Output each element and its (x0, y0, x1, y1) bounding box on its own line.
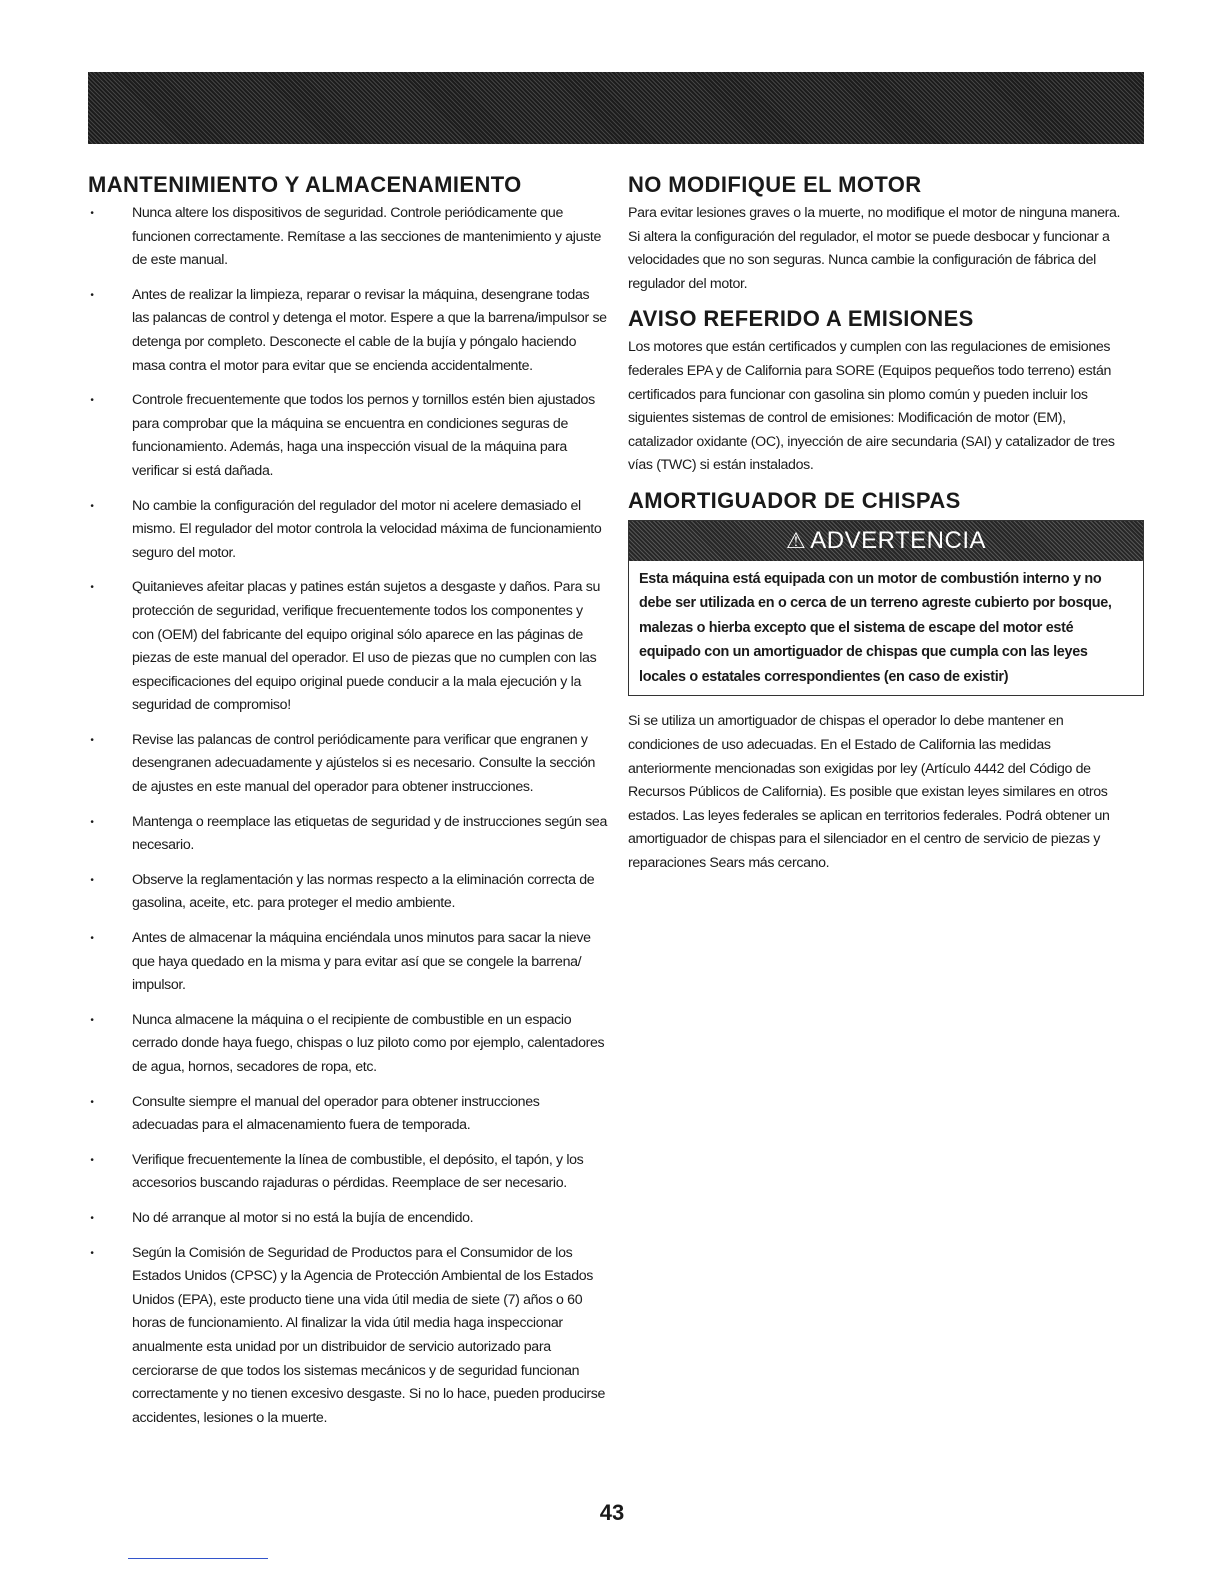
right-column (628, 172, 1128, 884)
list-item: • Antes de realizar la limpieza, reparar o revisar la máquina, desengrane todas las palancas de control y detenga el motor. Espere a que la barrena/impulsor se detenga por completo. Desconecte el cable de la bujía y póngalo haciendo masa contra el motor para evitar que se encienda accidentalmente. (88, 284, 608, 378)
bullet: • (90, 582, 94, 594)
bullet: • (90, 734, 94, 746)
list-item: • Nunca almacene la máquina o el recipiente de combustible en un espacio cerrado donde haya fuego, chispas o luz piloto como por ejemplo, calentadores de agua, hornos, secadores de ropa, etc. (88, 1009, 608, 1080)
bullet: • (90, 874, 94, 886)
bullet: • (90, 1154, 94, 1166)
warning-triangle-icon: ⚠ (786, 527, 807, 553)
warning-label: ADVERTENCIA (810, 526, 986, 554)
section-title-emisiones: AVISO REFERIDO A EMISIONES (628, 306, 974, 332)
section-title-mantenimiento: MANTENIMIENTO Y ALMACENAMIENTO (88, 172, 522, 197)
list-item: • No cambie la configuración del regulador del motor ni acelere demasiado el mismo. El regulador del motor controla la velocidad máxima de funcionamiento seguro del motor. (88, 495, 608, 566)
bullet: • (90, 933, 94, 945)
bullet: • (90, 208, 94, 219)
list-item: • Revise las palancas de control periódicamente para verificar que engranen y desengranen adecuadamente y ajústelos si es necesario. Consulte la sección de ajustes en este manual del operador para obtener instrucciones. (88, 729, 608, 800)
motor-paragraph: Para evitar lesiones graves o la muerte, no modifique el motor de ninguna manera. Si altera la configuración del regulador, el motor se puede desbocar y funcionar a velocidades que no son seguras. Nunca cambie la configuración de fábrica del regulador del motor. (628, 205, 1121, 292)
bullet: • (90, 1014, 94, 1026)
bullet: • (90, 1247, 94, 1259)
chispas-paragraph: Si se utiliza un amortiguador de chispas el operador lo debe mantener en condiciones de uso adecuadas. En el Estado de California las medidas anteriormente mencionadas son exigidas por ley (Artículo 4442 del Código de Recursos Públicos de California). Es posible que existan leyes similares en otros estados. Las leyes federales se aplican en territorios federales. Podrá obtener un amortiguador de chispas para el silenciador en el centro de servicio de piezas y reparaciones Sears más cercano. (628, 713, 1110, 871)
bullet: • (90, 1212, 94, 1224)
list-item: • No dé arranque al motor si no está la bujía de encendido. (88, 1207, 608, 1231)
maintenance-list (88, 202, 608, 1430)
emisiones-paragraph: Los motores que están certificados y cumplen con las regulaciones de emisiones federales EPA y de California para SORE (Equipos pequeños todo terreno) están certificados para funcionar con gasolina sin plomo común y pueden incluir los siguientes sistemas de control de emisiones: Modificación de motor (EM), catalizador oxidante (OC), inyección de aire secundaria (SAI) y catalizador de tres vías (TWC) si están instalados. (628, 339, 1115, 474)
bullet: • (90, 816, 94, 828)
list-item: • Quitanieves afeitar placas y patines están sujetos a desgaste y daños. Para su protección de seguridad, verifique frecuentemente todos los componentes y con (OEM) del fabricante del equipo original sólo aparece en las páginas de piezas de este manual del operador. El uso de piezas que no cumplen con las especificaciones del equipo original puede conducir a la mala ejecución y la seguridad de compromiso! (88, 576, 608, 718)
page-number: 43 (599, 1500, 625, 1525)
list-item: • Antes de almacenar la máquina enciéndala unos minutos para sacar la nieve que haya quedado en la misma y para evitar así que se congele la barrena/ impulsor. (88, 927, 608, 998)
list-item: • Verifique frecuentemente la línea de combustible, el depósito, el tapón, y los accesorios buscando rajaduras o pérdidas. Reemplace de ser necesario. (88, 1149, 608, 1196)
bullet: • (90, 289, 94, 301)
left-column (88, 172, 608, 1441)
list-item: • Observe la reglamentación y las normas respecto a la eliminación correcta de gasolina, aceite, etc. para proteger el medio ambiente. (88, 869, 608, 916)
list-item: • Nunca altere los dispositivos de seguridad. Controle periódicamente que funcionen correctamente. Remítase a las secciones de mantenimiento y ajuste de este manual. (88, 202, 608, 273)
list-item: • Mantenga o reemplace las etiquetas de seguridad y de instrucciones según sea necesario. (88, 811, 608, 858)
bullet: • (90, 1096, 94, 1108)
list-item: • Según la Comisión de Seguridad de Productos para el Consumidor de los Estados Unidos (CPSC) y la Agencia de Protección Ambiental de los Estados Unidos (EPA), este producto tiene una vida útil media de siete (7) años o 60 horas de funcionamiento. Al finalizar la vida útil media haga inspeccionar anualmente esta unidad por un distribuidor de servicio autorizado para cerciorarse de que todos los sistemas mecánicos y de seguridad funcionan correctamente y no tienen excesivo desgaste. Si no lo hace, pueden producirse accidentes, lesiones o la muerte. (88, 1242, 608, 1431)
list-item: • Consulte siempre el manual del operador para obtener instrucciones adecuadas para el almacenamiento fuera de temporada. (88, 1091, 608, 1138)
list-item: • Controle frecuentemente que todos los pernos y tornillos estén bien ajustados para comprobar que la máquina se encuentra en condiciones seguras de funcionamiento. Además, haga una inspección visual de la máquina para verificar si está dañada. (88, 389, 608, 483)
footer-rule (128, 1558, 268, 1559)
warning-text: Esta máquina está equipada con un motor de combustión interno y no debe ser utilizada en o cerca de un terreno agreste cubierto por bosque, malezas o hierba excepto que el sistema de escape del motor esté equipado con un amortiguador de chispas que cumpla con las leyes locales o estatales correspondientes (en caso de existir) (639, 570, 1112, 685)
section-title-motor: NO MODIFIQUE EL MOTOR (628, 172, 922, 197)
warning-box (628, 520, 1144, 697)
bullet: • (90, 500, 94, 512)
section-title-chispas: AMORTIGUADOR DE CHISPAS (628, 487, 961, 513)
top-banner (88, 72, 1144, 144)
bullet: • (90, 395, 94, 407)
warning-header (629, 521, 1143, 561)
